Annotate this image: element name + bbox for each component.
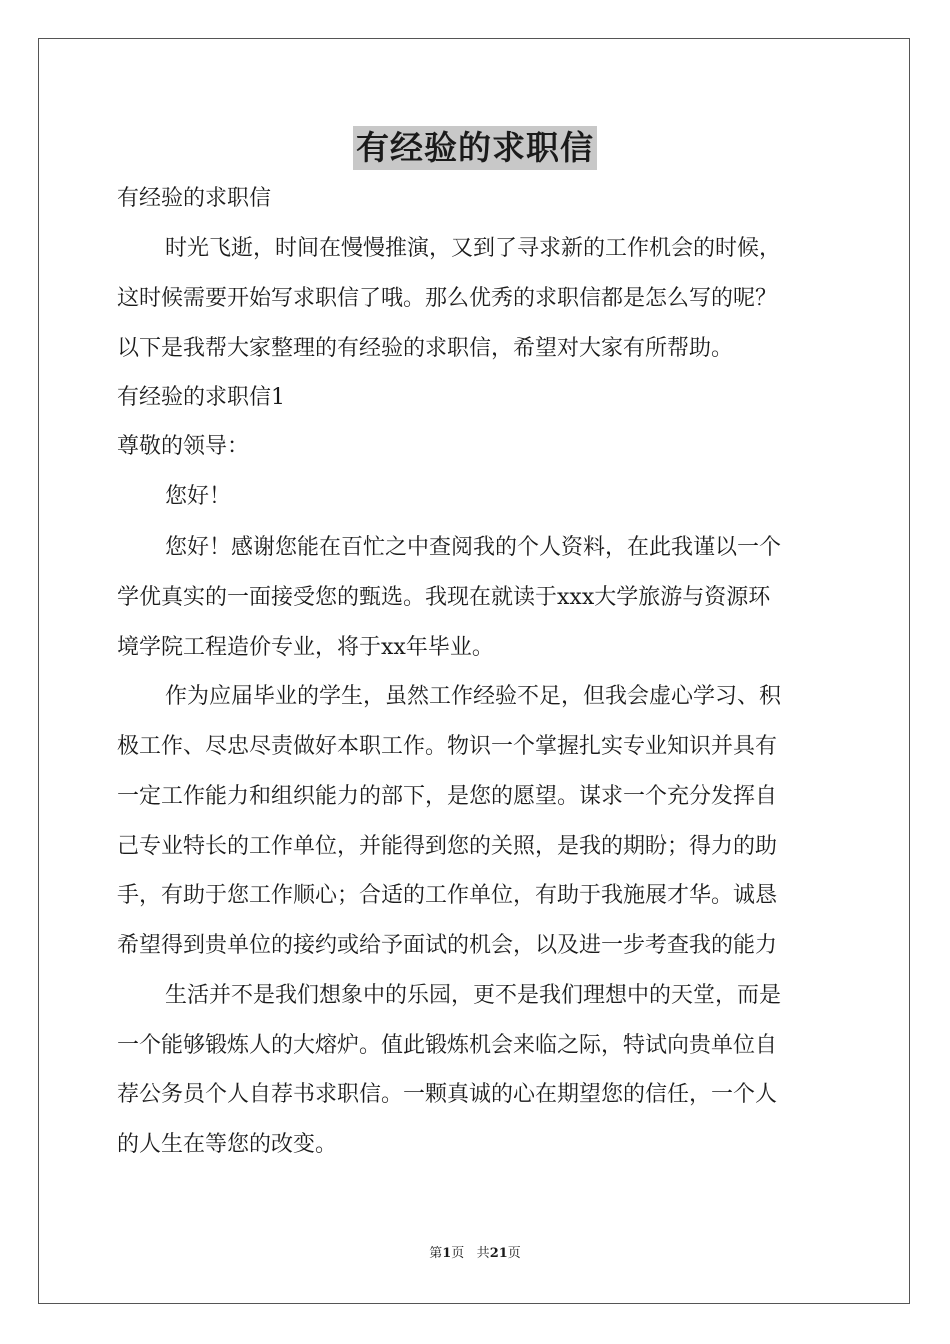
page-border bbox=[38, 38, 910, 1304]
paragraph-line: 手，有助于您工作顺心；合适的工作单位，有助于我施展才华。诚恳 bbox=[117, 883, 778, 908]
intro-line: 时光飞逝，时间在慢慢推演，又到了寻求新的工作机会的时候， bbox=[165, 236, 782, 261]
page-number: 1 bbox=[442, 1246, 452, 1261]
paragraph-line: 您好！感谢您能在百忙之中查阅我的个人资料，在此我谨以一个 bbox=[165, 535, 782, 560]
page-suffix: 页 bbox=[451, 1246, 465, 1261]
paragraph-line: 荐公务员个人自荐书求职信。一颗真诚的心在期望您的信任，一个人 bbox=[117, 1082, 778, 1107]
greeting: 您好！ bbox=[165, 484, 232, 509]
paragraph-line: 己专业特长的工作单位，并能得到您的关照，是我的期盼；得力的助 bbox=[117, 834, 778, 859]
subtitle: 有经验的求职信 bbox=[117, 186, 272, 211]
paragraph-line: 一定工作能力和组织能力的部下，是您的愿望。谋求一个充分发挥自 bbox=[117, 784, 778, 809]
intro-line: 这时候需要开始写求职信了哦。那么优秀的求职信都是怎么写的呢？ bbox=[117, 286, 778, 311]
total-prefix: 共 bbox=[476, 1246, 490, 1261]
total-suffix: 页 bbox=[507, 1246, 521, 1261]
page-footer bbox=[0, 1245, 950, 1263]
paragraph-line: 生活并不是我们想象中的乐园，更不是我们理想中的天堂，而是 bbox=[165, 983, 782, 1008]
paragraph-line: 一个能够锻炼人的大熔炉。值此锻炼机会来临之际，特试向贵单位自 bbox=[117, 1033, 778, 1058]
intro-line: 以下是我帮大家整理的有经验的求职信，希望对大家有所帮助。 bbox=[117, 336, 734, 361]
paragraph-line: 极工作、尽忠尽责做好本职工作。物识一个掌握扎实专业知识并具有 bbox=[117, 734, 778, 759]
paragraph-line: 的人生在等您的改变。 bbox=[117, 1132, 338, 1157]
paragraph-line: 学优真实的一面接受您的甄选。我现在就读于xxx大学旅游与资源环 bbox=[117, 585, 771, 610]
paragraph-line: 希望得到贵单位的接约或给予面试的机会，以及进一步考查我的能力 bbox=[117, 933, 778, 958]
page-prefix: 第 bbox=[429, 1246, 443, 1261]
section-heading: 有经验的求职信1 bbox=[117, 385, 285, 410]
salutation: 尊敬的领导： bbox=[117, 434, 250, 459]
document-title: 有经验的求职信 bbox=[353, 126, 597, 170]
total-pages: 21 bbox=[489, 1246, 508, 1261]
paragraph-line: 作为应届毕业的学生，虽然工作经验不足，但我会虚心学习、积 bbox=[165, 684, 782, 709]
paragraph-line: 境学院工程造价专业，将于xx年毕业。 bbox=[117, 635, 494, 660]
title-container bbox=[0, 126, 950, 170]
